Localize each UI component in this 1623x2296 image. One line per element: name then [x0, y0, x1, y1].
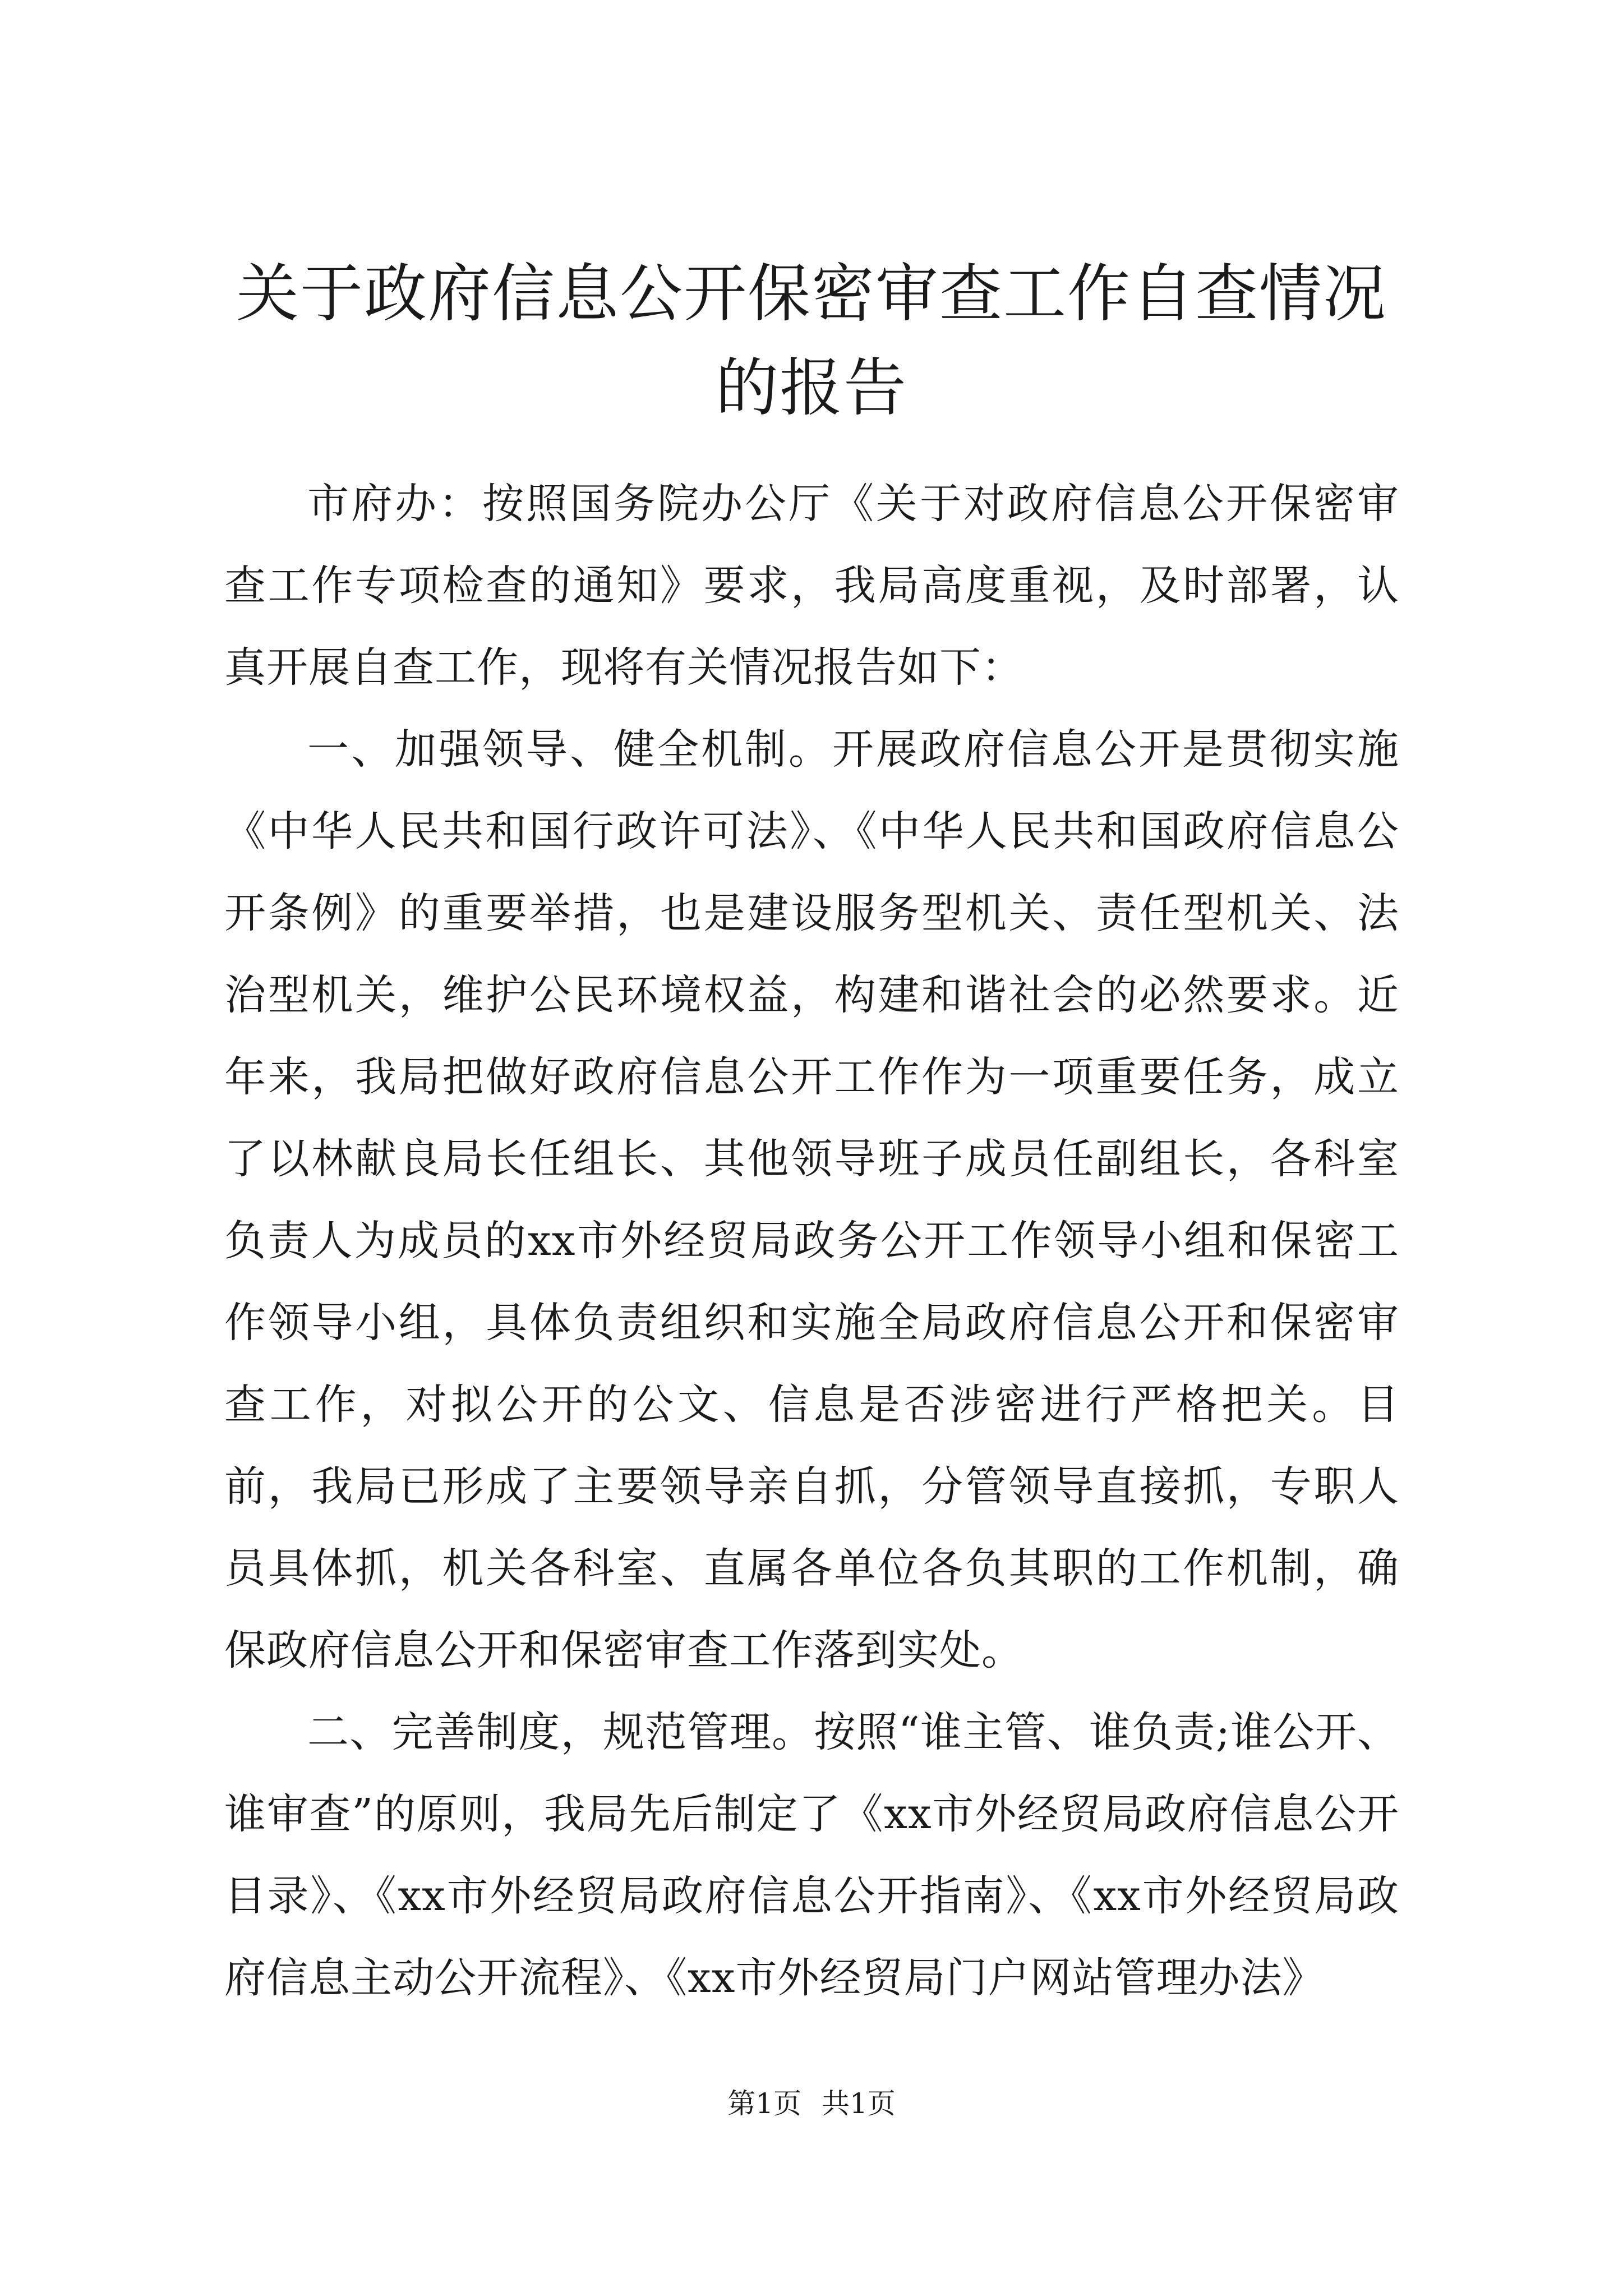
page-footer — [0, 2084, 1623, 2123]
document-body — [224, 463, 1399, 2019]
paragraph-section-1: 一、加强领导、健全机制。开展政府信息公开是贯彻实施《中华人民共和国行政许可法》、《中华人民共和国政府信息公开条例》的重要举措，也是建设服务型机关、责任型机关、法治型机关，维护公民环境权益，构建和谐社会的必然要求。近年来，我局把做好政府信息公开工作作为一项重要任务，成立了以林献良局长任组长、其他领导班子成员任副组长，各科室负责人为成员的xx市外经贸局政务公开工作领导小组和保密工作领导小组，具体负责组织和实施全局政府信息公开和保密审查工作，对拟公开的公文、信息是否涉密进行严格把关。目前，我局已形成了主要领导亲自抓，分管领导直接抓，专职人员具体抓，机关各科室、直属各单位各负其职的工作机制，确保政府信息公开和保密审查工作落到实处。 — [224, 725, 1399, 1674]
page-total: 共1页 — [821, 2087, 896, 2120]
paragraph-section-2: 二、完善制度，规范管理。按照“谁主管、谁负责;谁公开、谁审查”的原则，我局先后制定了《xx市外经贸局政府信息公开目录》、《xx市外经贸局政府信息公开指南》、《xx市外经贸局政府信息主动公开流程》、《xx市外经贸局门户网站管理办法》 — [224, 1708, 1399, 2002]
paragraph-intro: 市府办：按照国务院办公厅《关于对政府信息公开保密审查工作专项检查的通知》要求，我局高度重视，及时部署，认真开展自查工作，现将有关情况报告如下： — [224, 480, 1399, 692]
page-number: 第1页 — [727, 2087, 802, 2120]
document-title: 关于政府信息公开保密审查工作自查情况的报告 — [236, 257, 1387, 425]
